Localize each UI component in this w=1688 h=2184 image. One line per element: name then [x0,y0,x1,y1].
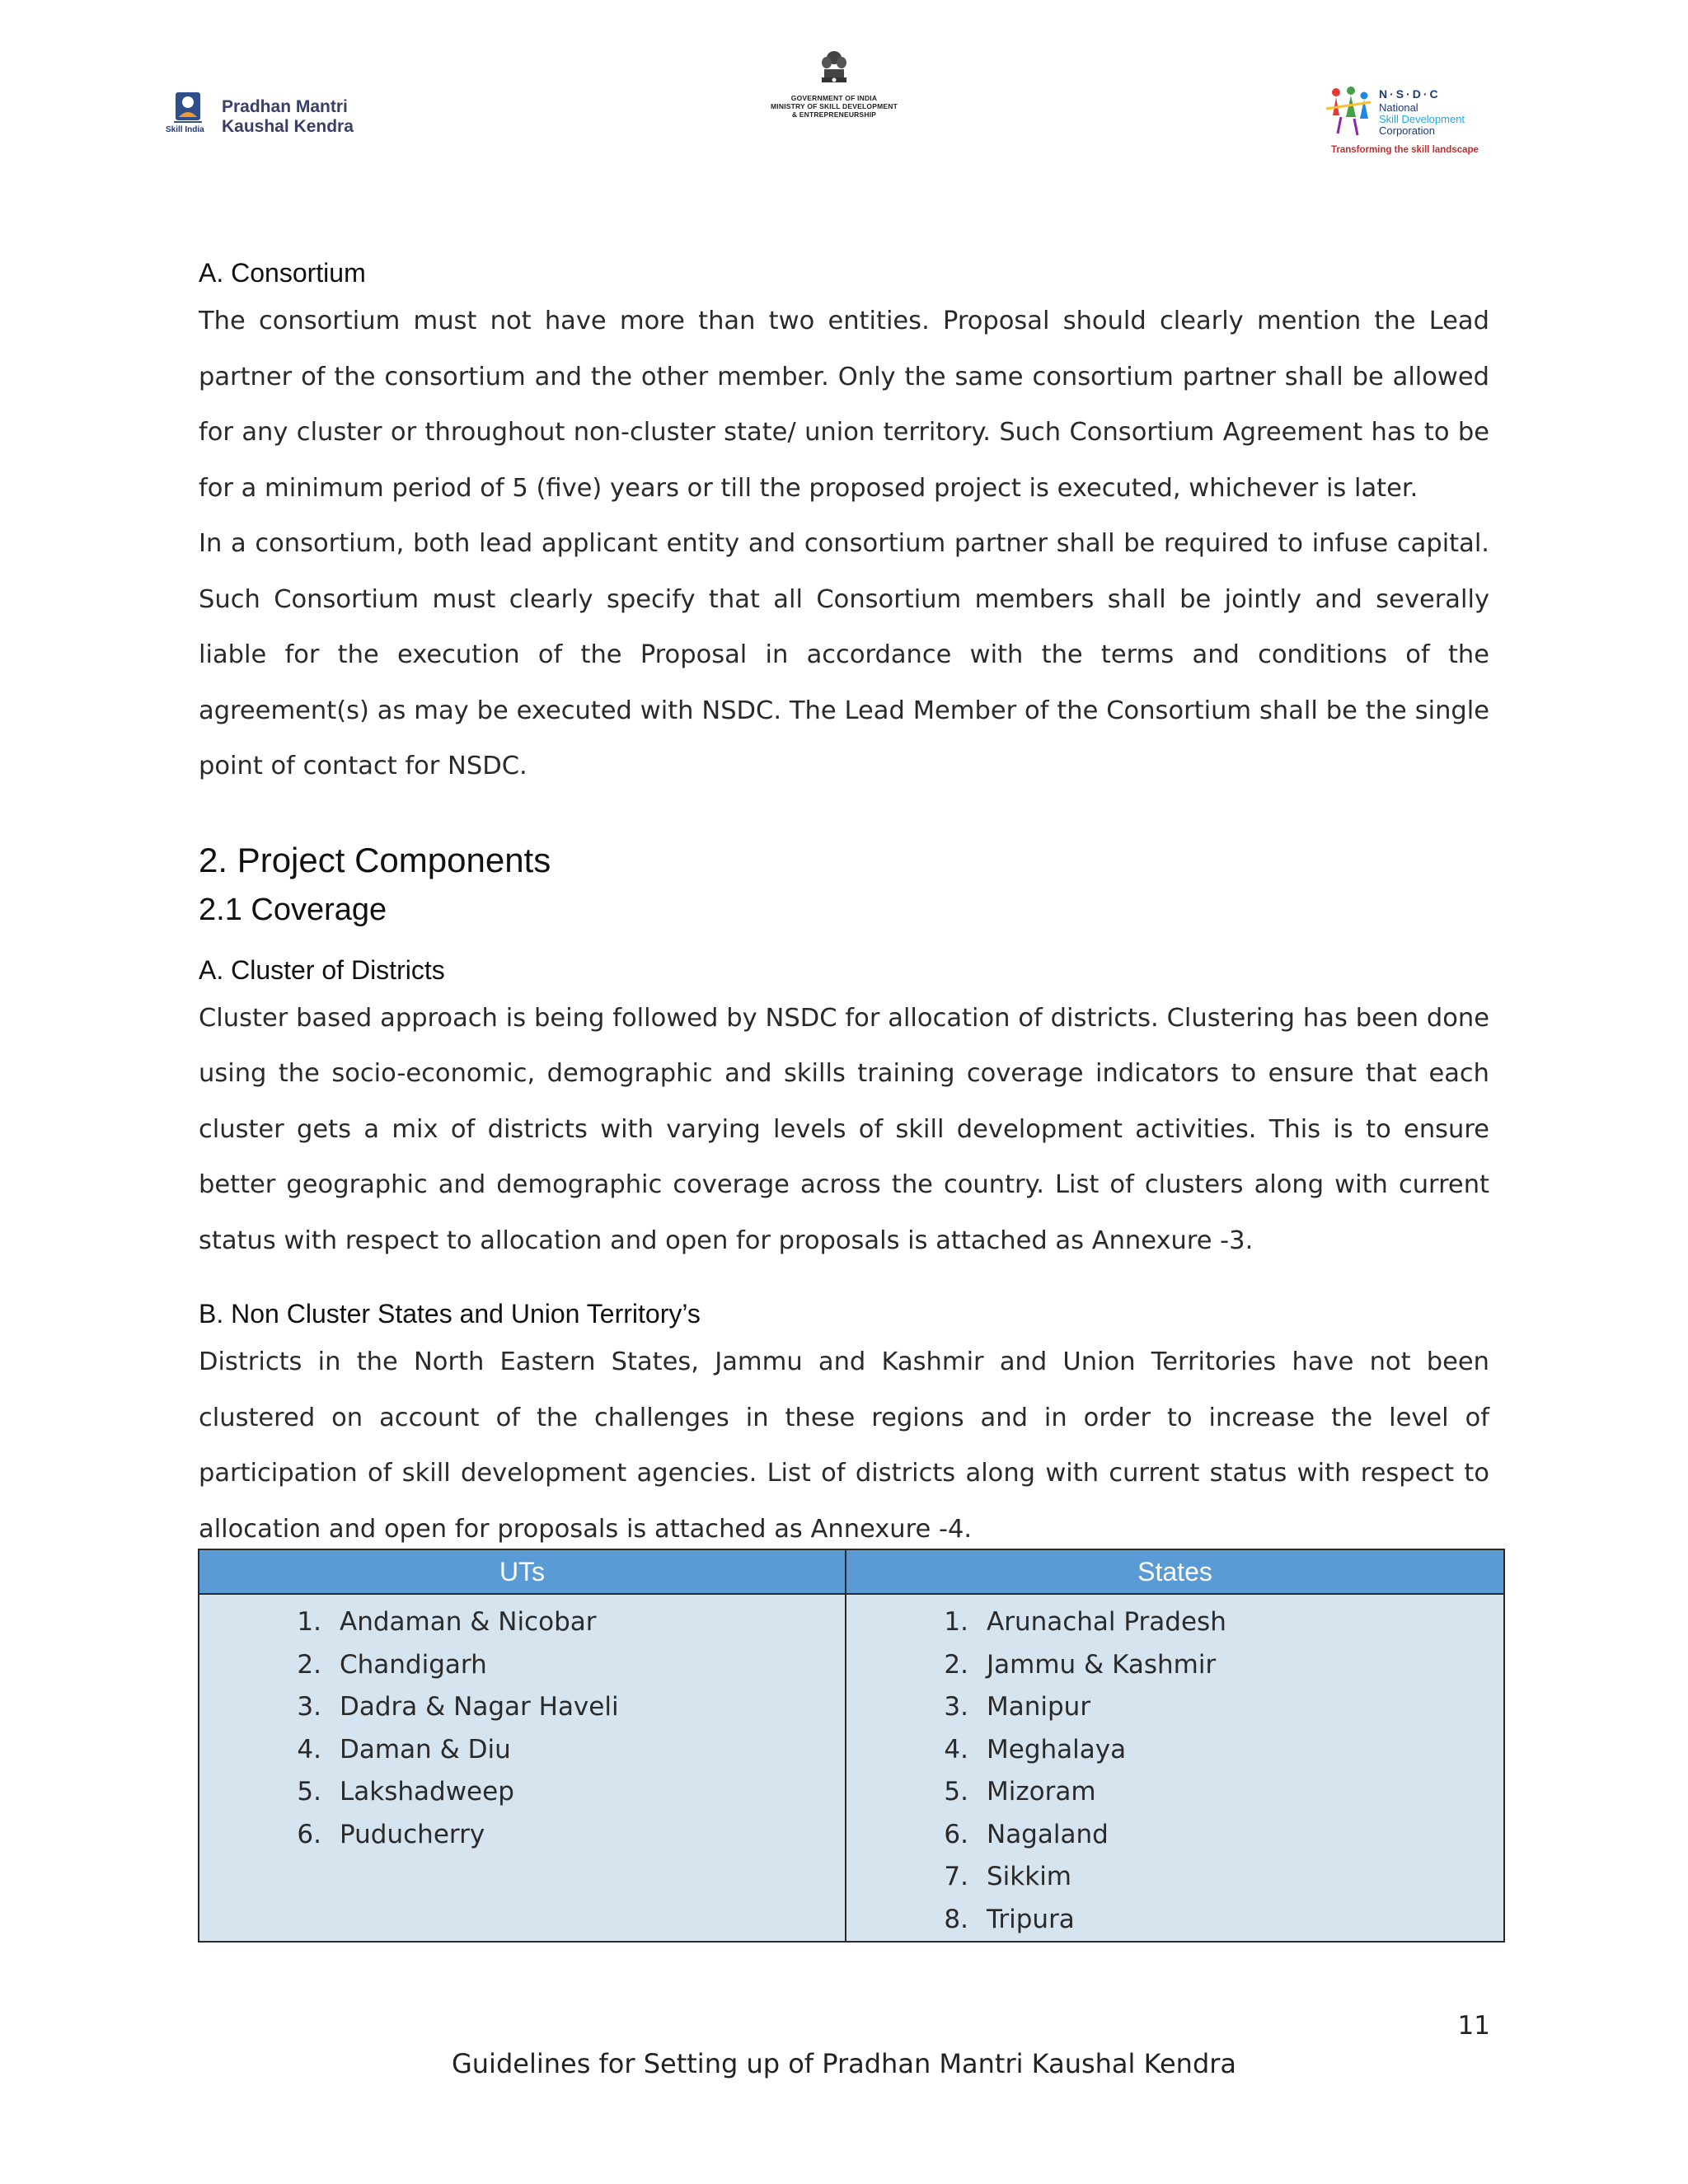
list-item-number: 5. [297,1777,321,1807]
list-item-name: Nagaland [987,1819,1109,1849]
list-item-number: 1. [944,1607,968,1637]
states-column-header: States [846,1549,1504,1594]
list-item [911,1856,1503,1899]
list-item [911,1899,1503,1942]
list-item [264,1729,845,1772]
list-item-name: Daman & Diu [340,1734,511,1765]
cluster-heading: A. Cluster of Districts [199,954,445,985]
uts-states-table [198,1549,1505,1943]
list-item-name: Mizoram [987,1777,1096,1807]
uts-list [199,1601,845,1856]
pmkk-title-line2: Kaushal Kendra [222,117,354,136]
pmkk-logo [166,89,354,138]
list-item-name: Arunachal Pradesh [987,1607,1226,1637]
list-item [264,1601,845,1644]
list-item [911,1644,1503,1687]
list-item-number: 4. [944,1734,968,1765]
list-item [264,1771,845,1814]
emblem-line3: & ENTREPRENEURSHIP [791,110,877,119]
government-emblem [760,48,908,119]
list-item-number: 6. [944,1819,968,1849]
list-item-number: 3. [297,1692,321,1722]
list-item [264,1686,845,1729]
nsdc-name-line3: Corporation [1379,124,1435,137]
list-item-name: Dadra & Nagar Haveli [340,1692,619,1722]
list-item [911,1814,1503,1857]
list-item-name: Sikkim [987,1862,1072,1891]
emblem-line2: MINISTRY OF SKILL DEVELOPMENT [771,102,898,110]
footer-title: Guidelines for Setting up of Pradhan Mantri Kaushal Kendra [451,2048,1237,2079]
nsdc-name-line2: Skill Development [1379,113,1465,125]
list-item-name: Jammu & Kashmir [987,1649,1217,1680]
pmkk-title-line1: Pradhan Mantri [222,97,348,116]
skill-india-text: Skill India [166,125,204,134]
non-cluster-paragraph: Districts in the North Eastern States, Jammu and Kashmir and Union Territories have not been clustered on account of the challenges in these regions and in order to increase the level of participation of skill development agencies. List of districts along with current status with respect to allocation and open for proposals is attached as Annexure -4. [199,1347,1489,1544]
coverage-heading: 2.1 Coverage [199,892,387,927]
list-item-number: 2. [297,1649,321,1680]
page-header [0,0,1688,165]
list-item-number: 6. [297,1819,321,1849]
list-item [911,1601,1503,1644]
nsdc-logo [1323,81,1488,163]
emblem-line1: GOVERNMENT OF INDIA [790,94,878,102]
cluster-paragraph: Cluster based approach is being followed by NSDC for allocation of districts. Clustering has been done using the socio-economic, demographic and skills training coverage indicators to ensure that each cluster gets a mix of districts with varying levels of skill development activities. This is to ensure better geographic and demographic coverage across the country. List of clusters along with current status with respect to allocation and open for proposals is attached as Annexure -3. [199,1003,1489,1255]
states-list [846,1601,1503,1941]
list-item-name: Lakshadweep [340,1777,514,1807]
nsdc-tagline: Transforming the skill landscape [1331,145,1479,155]
list-item-number: 3. [944,1692,968,1722]
uts-cell [199,1594,846,1942]
nsdc-letters: N·S·D·C [1379,87,1441,101]
page-content [199,252,1489,1557]
list-item-number: 1. [297,1607,321,1637]
list-item-number: 7. [944,1862,968,1891]
list-item [911,1729,1503,1772]
list-item-name: Andaman & Nicobar [340,1607,597,1637]
list-item-name: Meghalaya [987,1734,1127,1765]
lion-capital-icon [818,48,851,91]
list-item [264,1644,845,1687]
list-item-number: 5. [944,1777,968,1807]
uts-column-header: UTs [199,1549,846,1594]
consortium-paragraph-2: In a consortium, both lead applicant entity and consortium partner shall be required to infuse capital. Such Consortium must clearly specify that all Consortium members shall be jointly and severally liable for the execution of the Proposal in accordance with the terms and conditions of the agreement(s) as may be executed with NSDC. The Lead Member of the Consortium shall be the single point of contact for NSDC. [199,529,1489,780]
skill-india-icon [166,89,210,138]
states-cell [846,1594,1504,1942]
list-item-name: Puducherry [340,1819,485,1849]
list-item-number: 4. [297,1734,321,1765]
consortium-paragraph-1: The consortium must not have more than two entities. Proposal should clearly mention the Lead partner of the consortium and the other member. Only the same consortium partner shall be allowed for any cluster or throughout non-cluster state/ union territory. Such Consortium Agreement has to be for a minimum period of 5 (five) years or till the proposed project is executed, whichever is later. [199,307,1489,503]
non-cluster-heading: B. Non Cluster States and Union Territory’s [199,1299,701,1329]
list-item-name: Tripura [987,1904,1075,1934]
consortium-heading: A. Consortium [199,258,366,288]
list-item [911,1771,1503,1814]
list-item-name: Manipur [987,1692,1091,1722]
page-number: 11 [1457,2011,1490,2041]
project-components-heading: 2. Project Components [199,840,551,879]
list-item [264,1814,845,1857]
list-item-name: Chandigarh [340,1649,487,1680]
nsdc-figures-icon [1323,84,1374,143]
nsdc-name-line1: National [1379,101,1418,114]
list-item-number: 8. [944,1904,968,1934]
list-item [911,1686,1503,1729]
list-item-number: 2. [944,1649,968,1680]
